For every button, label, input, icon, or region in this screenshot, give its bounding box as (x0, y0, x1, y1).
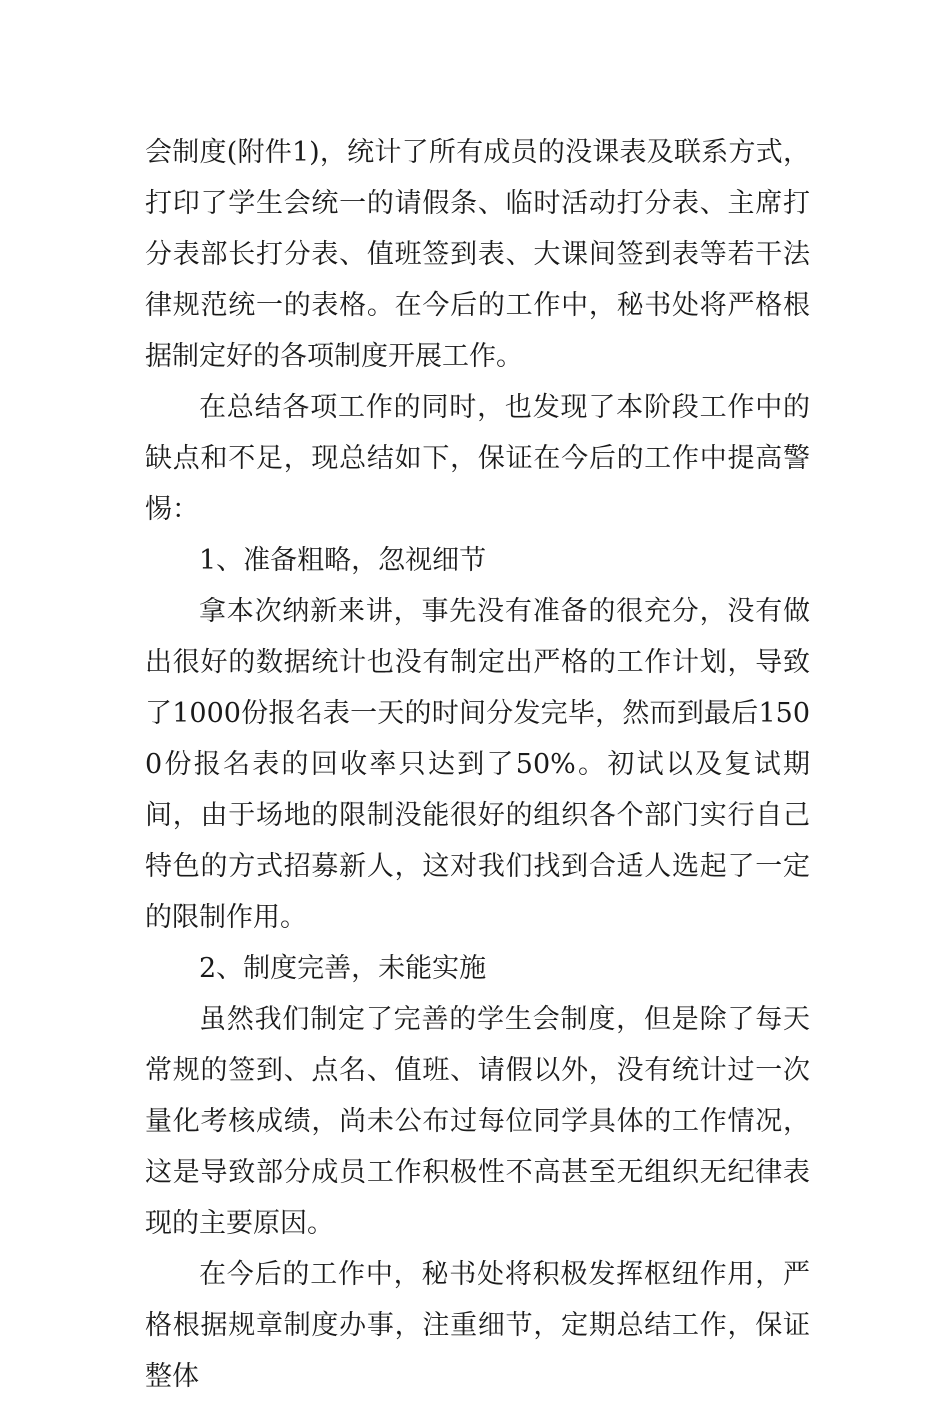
section-heading-2: 2、制度完善，未能实施 (199, 953, 487, 984)
section-heading-1: 1、准备粗略，忽视细节 (199, 545, 487, 576)
paragraph-future-work: 在今后的工作中，秘书处将积极发挥枢纽作用，严格根据规章制度办事，注重细节，定期总结工作，保证整体 (145, 1259, 810, 1392)
paragraph-regulations-not-implemented: 虽然我们制定了完善的学生会制度，但是除了每天常规的签到、点名、值班、请假以外，没有统计过一次量化考核成绩，尚未公布过每位同学具体的工作情况，这是导致部分成员工作积极性不高甚至无组织无纪律表现的主要原因。 (145, 1004, 810, 1239)
paragraph-continued-regulations: 会制度(附件1)，统计了所有成员的没课表及联系方式，打印了学生会统一的请假条、临时活动打分表、主席打分表部长打分表、值班签到表、大课间签到表等若干法律规范统一的表格。在今后的工作中，秘书处将严格根据制定好的各项制度开展工作。 (145, 137, 810, 372)
document-body (145, 127, 810, 1402)
paragraph-summary-shortcomings: 在总结各项工作的同时，也发现了本阶段工作中的缺点和不足，现总结如下，保证在今后的工作中提高警惕： (145, 392, 810, 525)
paragraph-recruitment: 拿本次纳新来讲，事先没有准备的很充分，没有做出很好的数据统计也没有制定出严格的工作计划，导致了1000份报名表一天的时间分发完毕，然而到最后1500份报名表的回收率只达到了50%。初试以及复试期间，由于场地的限制没能很好的组织各个部门实行自己特色的方式招募新人，这对我们找到合适人选起了一定的限制作用。 (145, 596, 810, 933)
